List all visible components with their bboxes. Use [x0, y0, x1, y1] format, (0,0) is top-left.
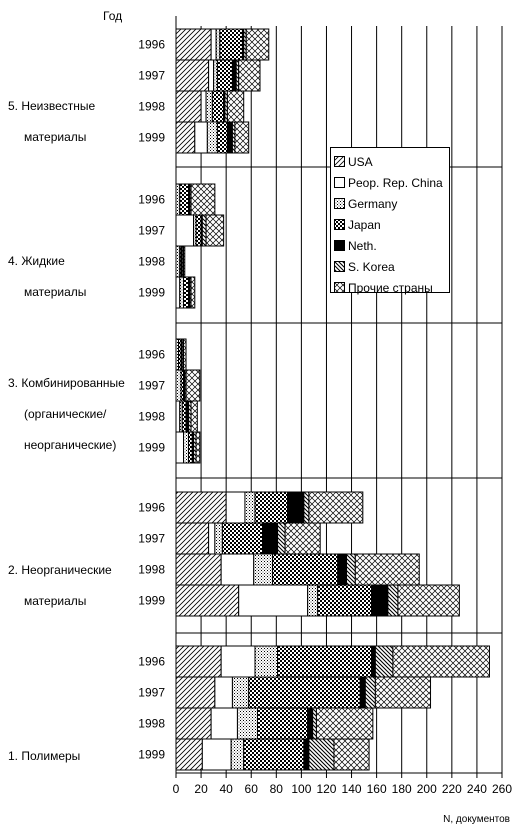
x-axis-title: N, документов [443, 814, 510, 825]
year-label: 1999 [138, 130, 165, 145]
legend-item [334, 172, 447, 193]
bar-segment [372, 646, 376, 677]
bar-segment [239, 585, 308, 616]
bar-segment [176, 708, 211, 739]
bars [176, 29, 489, 770]
bar-segment [227, 91, 243, 122]
bar-segment [220, 29, 243, 60]
y-axis-title: Год [103, 9, 123, 23]
bar-segment [285, 523, 320, 554]
year-label: 1999 [138, 593, 165, 608]
legend [330, 147, 450, 293]
bar-segment [316, 708, 372, 739]
group-label: 2. Неорганические [8, 563, 112, 577]
legend-swatch [334, 198, 345, 209]
legend-label: Peop. Rep. China [348, 175, 443, 190]
legend-item [334, 235, 447, 256]
bar-segment [191, 184, 215, 215]
bar-segment [304, 739, 309, 770]
bar-segment [232, 677, 248, 708]
legend-label: USA [348, 154, 373, 169]
legend-swatch [334, 261, 345, 272]
bar-segment [176, 585, 239, 616]
bar-segment [176, 401, 180, 432]
bar-segment [263, 523, 278, 554]
legend-item [334, 193, 447, 214]
group-label: материалы [24, 130, 87, 144]
bar-segment [231, 739, 244, 770]
bar-segment [211, 708, 237, 739]
bar-segment [196, 215, 201, 246]
bar-segment [245, 492, 255, 523]
bar-segment [176, 492, 226, 523]
legend-swatch [334, 240, 345, 251]
bar-segment [176, 215, 194, 246]
bar-segment [180, 277, 184, 308]
x-tick-label: 60 [244, 782, 258, 796]
bar-segment [308, 585, 318, 616]
bar-segment [202, 739, 231, 770]
bar-segment [191, 277, 195, 308]
year-label: 1997 [138, 68, 165, 83]
bar-segment [398, 585, 459, 616]
bar-segment [355, 554, 419, 585]
bar-segment [246, 29, 269, 60]
bar-segment [189, 432, 193, 463]
bar-segment [191, 401, 197, 432]
bar-segment [313, 708, 317, 739]
bar-segment [334, 739, 369, 770]
legend-label: S. Korea [348, 259, 395, 274]
bar-segment [227, 122, 232, 153]
group-label: неорганические) [24, 438, 117, 452]
bar-segment [221, 646, 255, 677]
x-tick-label: 240 [466, 782, 487, 796]
year-label: 1998 [138, 562, 165, 577]
year-label: 1997 [138, 685, 165, 700]
bar-segment [375, 677, 430, 708]
year-label: 1996 [138, 500, 165, 515]
bar-segment [206, 91, 212, 122]
bar-segment [222, 523, 262, 554]
bar-segment [318, 585, 372, 616]
year-label: 1998 [138, 716, 165, 731]
group-label: 3. Комбинированные [8, 376, 125, 390]
legend-label: Прочие страны [348, 280, 433, 295]
bar-segment [304, 492, 309, 523]
bar-segment [176, 60, 209, 91]
group-label: (органические/ [24, 407, 107, 421]
x-tick-label: 80 [269, 782, 283, 796]
group-label: 1. Полимеры [8, 749, 81, 763]
year-label: 1998 [138, 99, 165, 114]
group-label: материалы [24, 285, 87, 299]
bar-segment [239, 60, 260, 91]
bar-segment [393, 646, 490, 677]
year-label: 1997 [138, 531, 165, 546]
bar-segment [217, 60, 232, 91]
bar-segment [215, 523, 223, 554]
bar-segment [182, 401, 186, 432]
bar-segment [196, 432, 200, 463]
bar-segment [176, 122, 195, 153]
bar-segment [176, 523, 209, 554]
year-label: 1999 [138, 440, 165, 455]
bar-segment [202, 215, 206, 246]
bar-segment [273, 554, 338, 585]
bar-segment [207, 122, 217, 153]
bar-segment [235, 122, 249, 153]
year-label: 1998 [138, 409, 165, 424]
year-label: 1996 [138, 192, 165, 207]
bar-segment [209, 523, 215, 554]
bar-segment [217, 122, 227, 153]
legend-label: Germany [348, 196, 398, 211]
bar-segment [201, 91, 206, 122]
bar-segment [278, 646, 372, 677]
bar-segment [258, 708, 308, 739]
x-tick-label: 160 [366, 782, 387, 796]
x-tick-label: 40 [219, 782, 233, 796]
bar-segment [255, 492, 288, 523]
bar-segment [338, 554, 347, 585]
x-tick-label: 180 [391, 782, 412, 796]
legend-swatch [334, 219, 345, 230]
x-tick-label: 100 [291, 782, 312, 796]
bar-segment [226, 492, 245, 523]
bar-segment [176, 277, 180, 308]
bar-segment [237, 708, 257, 739]
bar-segment [216, 29, 220, 60]
bar-segment [184, 432, 189, 463]
bar-segment [184, 246, 185, 277]
legend-swatch [334, 177, 345, 188]
legend-item [334, 256, 447, 277]
year-label: 1996 [138, 37, 165, 52]
bar-segment [360, 677, 365, 708]
group-label: материалы [24, 594, 87, 608]
legend-swatch [334, 282, 345, 293]
bar-segment [176, 370, 181, 401]
bar-segment [180, 184, 189, 215]
year-label: 1999 [138, 285, 165, 300]
bar-segment [221, 554, 254, 585]
year-label: 1996 [138, 654, 165, 669]
bar-segment [278, 523, 286, 554]
bar-segment [211, 29, 216, 60]
bar-segment [244, 739, 304, 770]
legend-item [334, 214, 447, 235]
bar-segment [176, 91, 201, 122]
x-tick-label: 200 [416, 782, 437, 796]
x-tick-label: 140 [341, 782, 362, 796]
x-tick-label: 0 [172, 782, 180, 796]
bar-segment [372, 585, 388, 616]
year-label: 1997 [138, 223, 165, 238]
x-tick-label: 220 [441, 782, 462, 796]
bar-segment [308, 708, 313, 739]
bar-segment [186, 370, 200, 401]
bar-segment [184, 277, 189, 308]
bar-segment [249, 677, 361, 708]
bar-segment [309, 492, 363, 523]
bar-segment [176, 554, 221, 585]
group-label: 5. Неизвестные [8, 99, 96, 113]
bar-segment [388, 585, 398, 616]
bar-segment [254, 554, 273, 585]
bar-segment [176, 184, 180, 215]
bar-segment [206, 215, 224, 246]
bar-segment [365, 677, 375, 708]
year-label: 1998 [138, 254, 165, 269]
bar-segment [212, 91, 223, 122]
bar-segment [288, 492, 304, 523]
bar-segment [184, 339, 187, 370]
year-label: 1996 [138, 347, 165, 362]
bar-segment [176, 739, 202, 770]
bar-segment [214, 60, 218, 91]
bar-segment [375, 646, 393, 677]
x-tick-label: 120 [316, 782, 337, 796]
bar-segment [176, 677, 215, 708]
bar-segment [215, 677, 233, 708]
bar-segment [347, 554, 356, 585]
bar-segment [195, 122, 208, 153]
legend-item [334, 151, 447, 172]
bar-segment [232, 60, 236, 91]
x-tick-label: 20 [194, 782, 208, 796]
bar-segment [176, 29, 211, 60]
legend-item [334, 277, 447, 298]
bar-segment [309, 739, 334, 770]
bar-segment [176, 646, 221, 677]
x-tick-label: 260 [491, 782, 513, 796]
legend-label: Japan [348, 217, 381, 232]
bar-segment [255, 646, 278, 677]
year-label: 1997 [138, 378, 165, 393]
bar-segment [209, 60, 214, 91]
legend-label: Neth. [348, 238, 377, 253]
bar-segment [176, 432, 184, 463]
group-label: 4. Жидкие [8, 254, 65, 268]
year-label: 1999 [138, 747, 165, 762]
legend-swatch [334, 156, 345, 167]
bar-segment [176, 246, 180, 277]
